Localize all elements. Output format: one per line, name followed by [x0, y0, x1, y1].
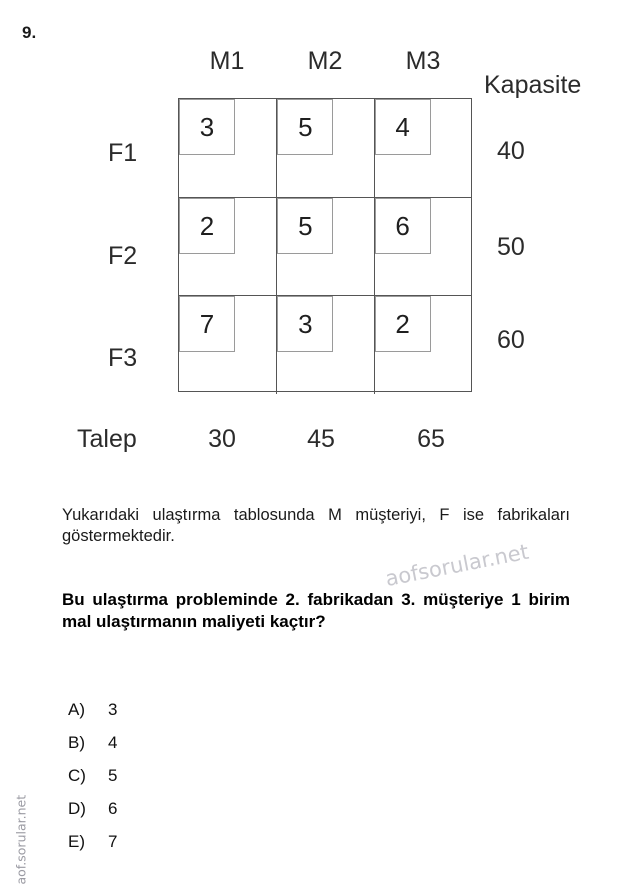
demand-value-m3: 65	[417, 425, 445, 453]
column-header-m1: M1	[209, 47, 245, 75]
cost-value-f3-m3: 2	[375, 296, 431, 352]
option-c-key: C)	[68, 766, 86, 785]
option-b-value: 4	[108, 733, 118, 752]
cell-f1-m1	[179, 99, 276, 197]
watermark-diagonal: aofsorular.net	[383, 539, 531, 591]
option-b-key: B)	[68, 733, 85, 752]
cell-f3-m3	[374, 296, 471, 394]
column-header-m2: M2	[307, 47, 343, 75]
cost-value-f1-m1: 3	[179, 99, 235, 155]
answer-options	[68, 700, 368, 865]
cell-f1-m2	[276, 99, 373, 197]
column-header-m3: M3	[405, 47, 441, 75]
row-header-f3: F3	[108, 344, 138, 372]
option-d-value: 6	[108, 799, 118, 818]
capacity-header: Kapasite	[484, 71, 582, 99]
demand-label: Talep	[77, 425, 137, 453]
capacity-value-f1: 40	[497, 137, 525, 165]
capacity-value-f2: 50	[497, 233, 525, 261]
cell-f3-m1	[179, 296, 276, 394]
option-e[interactable]	[68, 832, 368, 865]
demand-value-m1: 30	[208, 425, 236, 453]
cost-grid	[178, 98, 472, 392]
cell-f3-m2	[276, 296, 373, 394]
row-header-f1: F1	[108, 139, 138, 167]
cost-value-f1-m3: 4	[375, 99, 431, 155]
option-d[interactable]	[68, 799, 368, 832]
table-row	[179, 99, 471, 197]
watermark-vertical: aof.sorular.net	[13, 794, 29, 885]
cost-value-f2-m1: 2	[179, 198, 235, 254]
question-prompt: Bu ulaştırma probleminde 2. fabrikadan 3. müşteriye 1 birim mal ulaştırmanın maliyeti kaçtır?	[62, 590, 570, 631]
option-c[interactable]	[68, 766, 368, 799]
row-header-f2: F2	[108, 242, 138, 270]
cost-value-f2-m3: 6	[375, 198, 431, 254]
option-e-value: 7	[108, 832, 118, 851]
cell-f2-m1	[179, 198, 276, 296]
cost-value-f1-m2: 5	[277, 99, 333, 155]
option-a-value: 3	[108, 700, 118, 719]
option-a-key: A)	[68, 700, 85, 719]
cost-value-f2-m2: 5	[277, 198, 333, 254]
demand-value-m2: 45	[307, 425, 335, 453]
cell-f2-m3	[374, 198, 471, 296]
option-c-value: 5	[108, 766, 118, 785]
intro-paragraph: Yukarıdaki ulaştırma tablosunda M müşteriyi, F ise fabrikaları göstermektedir.	[62, 506, 570, 545]
question-number: 9.	[22, 23, 37, 42]
cost-value-f3-m1: 7	[179, 296, 235, 352]
table-row	[179, 295, 471, 393]
option-b[interactable]	[68, 733, 368, 766]
table-row	[179, 197, 471, 295]
option-a[interactable]	[68, 700, 368, 733]
option-e-key: E)	[68, 832, 85, 851]
cell-f2-m2	[276, 198, 373, 296]
capacity-value-f3: 60	[497, 326, 525, 354]
option-d-key: D)	[68, 799, 86, 818]
cell-f1-m3	[374, 99, 471, 197]
cost-value-f3-m2: 3	[277, 296, 333, 352]
